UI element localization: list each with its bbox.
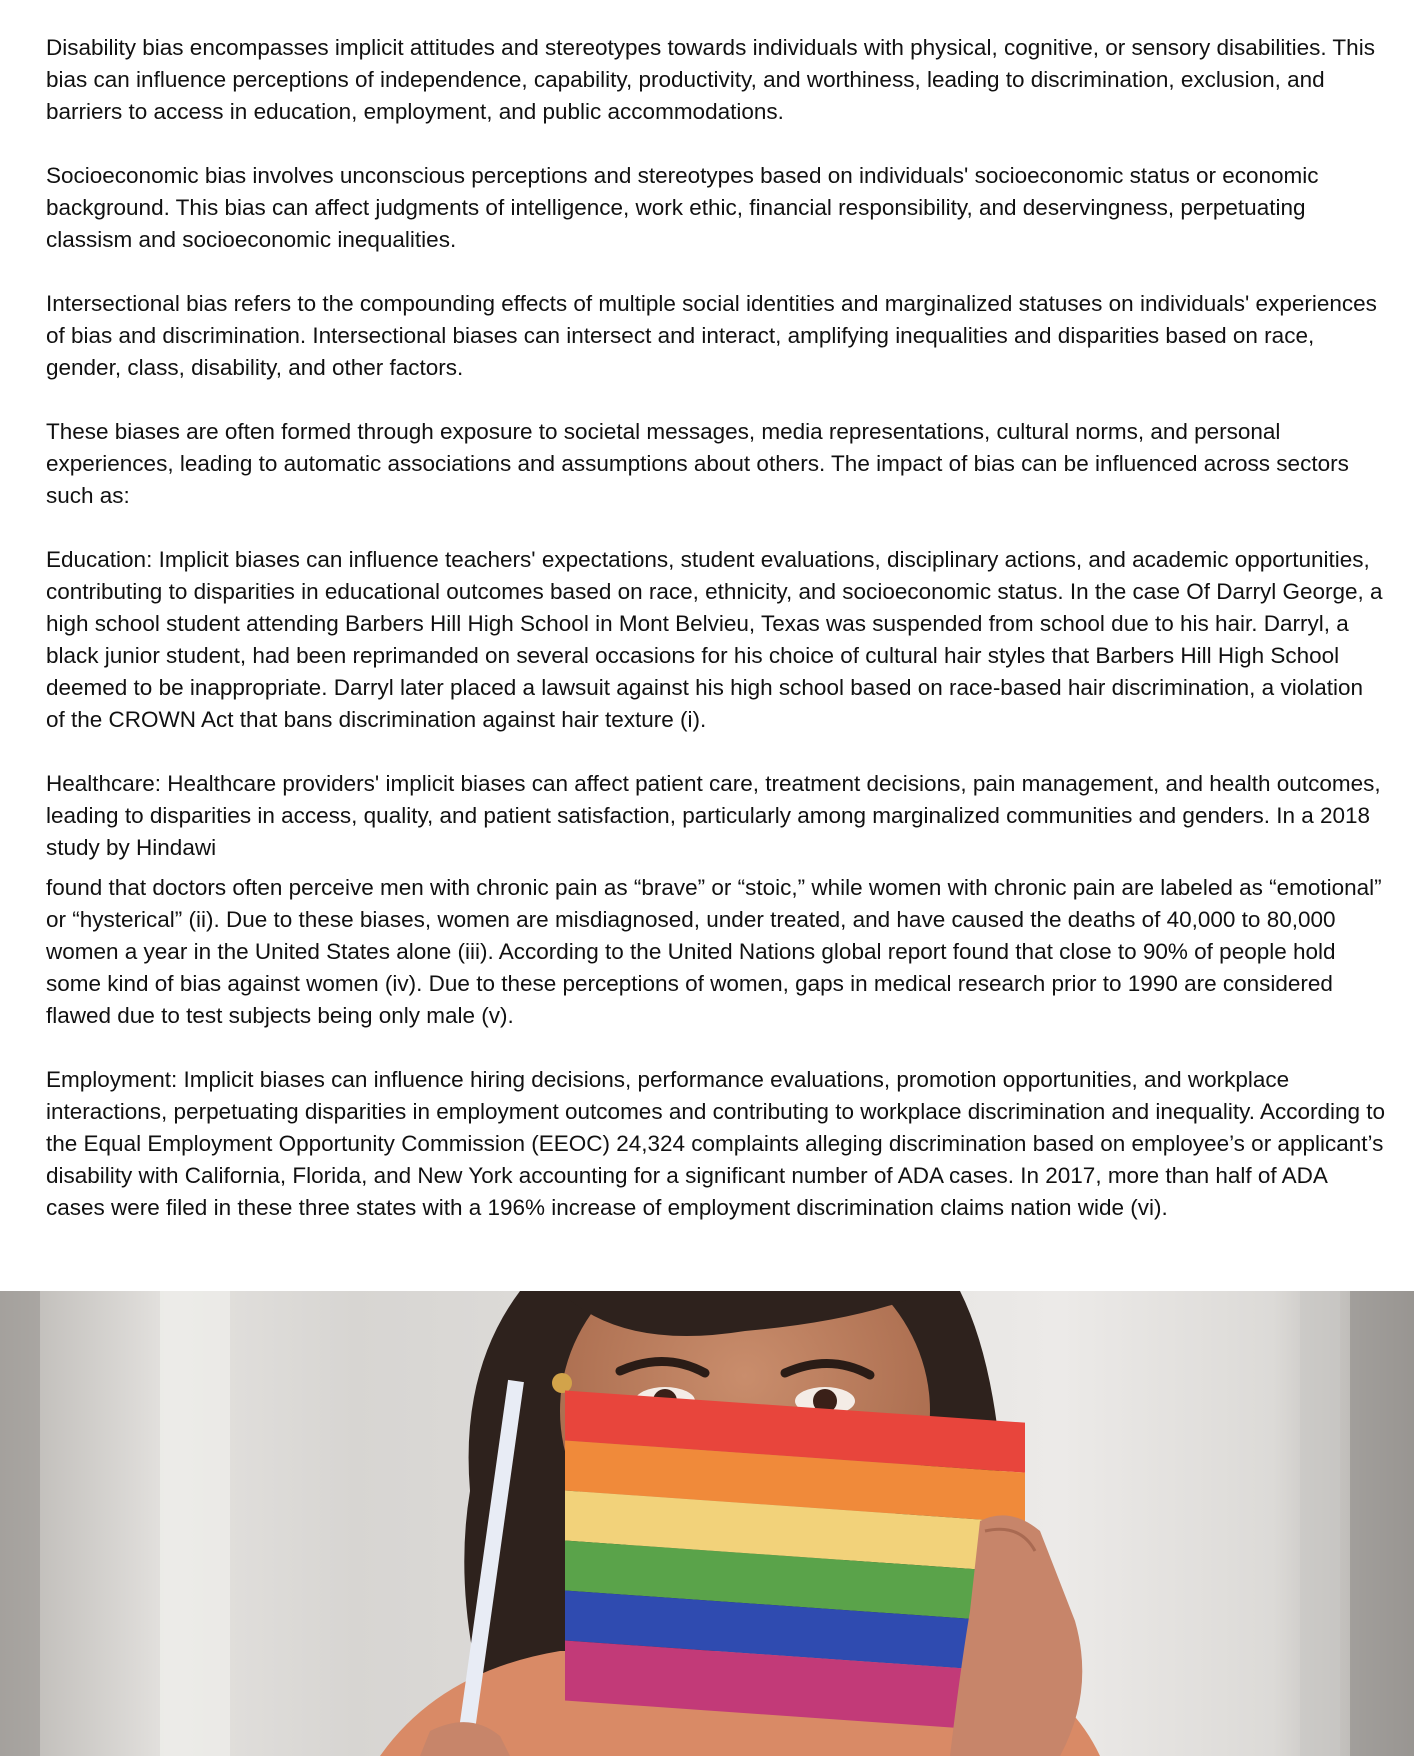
paragraph-disability-bias: Disability bias encompasses implicit attitudes and stereotypes towards individuals with physical, cognitive, or sensory disabilities. This bias can influence perceptions of independence, capability, productivity, and worthiness, leading to discrimination, exclusion, and barriers to access in education, employment, and public accommodations. <box>46 35 1375 124</box>
paragraph-employment: Employment: Implicit biases can influence hiring decisions, performance evaluations, promotion opportunities, and workplace interactions, perpetuating disparities in employment outcomes and contributing to workplace discrimination and inequality. According to the Equal Employment Opportunity Commission (EEOC) 24,324 complaints alleging discrimination based on employee’s or applicant’s disability with California, Florida, and New York accounting for a significant number of ADA cases. In 2017, more than half of ADA cases were filed in these three states with a 196% increase of employment discrimination claims nation wide (vi). <box>46 1067 1386 1220</box>
paragraph-healthcare: Healthcare: Healthcare providers' implicit biases can affect patient care, treatment decisions, pain management, and health outcomes, leading to disparities in access, quality, and patient satisfaction, particularly among marginalized communities and genders. In a 2018 study by Hindawi <box>46 771 1381 860</box>
document-body <box>46 32 1386 1256</box>
pride-flag-photo <box>0 1291 1414 1756</box>
photo-illustration <box>0 1291 1414 1756</box>
rainbow-flag <box>565 1391 1025 1733</box>
paragraph-socioeconomic-bias: Socioeconomic bias involves unconscious perceptions and stereotypes based on individuals' socioeconomic status or economic background. This bias can affect judgments of intelligence, work ethic, financial responsibility, and deservingness, perpetuating classism and socioeconomic inequalities. <box>46 163 1319 252</box>
paragraph-bias-formation: These biases are often formed through exposure to societal messages, media representations, cultural norms, and personal experiences, leading to automatic associations and assumptions about others. The impact of bias can be influenced across sectors such as: <box>46 419 1349 508</box>
paragraph-healthcare-continued: found that doctors often perceive men with chronic pain as “brave” or “stoic,” while women with chronic pain are labeled as “emotional” or “hysterical” (ii). Due to these biases, women are misdiagnosed, under treated, and have caused the deaths of 40,000 to 80,000 women a year in the United States alone (iii). According to the United Nations global report found that close to 90% of people hold some kind of bias against women (iv). Due to these perceptions of women, gaps in medical research prior to 1990 are considered flawed due to test subjects being only male (v). <box>46 875 1382 1028</box>
paragraph-education: Education: Implicit biases can influence teachers' expectations, student evaluations, disciplinary actions, and academic opportunities, contributing to disparities in educational outcomes based on race, ethnicity, and socioeconomic status. In the case Of Darryl George, a high school student attending Barbers Hill High School in Mont Belvieu, Texas was suspended from school due to his hair. Darryl, a black junior student, had been reprimanded on several occasions for his choice of cultural hair styles that Barbers Hill High School deemed to be inappropriate. Darryl later placed a lawsuit against his high school based on race-based hair discrimination, a violation of the CROWN Act that bans discrimination against hair texture (i). <box>46 547 1383 732</box>
paragraph-intersectional-bias: Intersectional bias refers to the compounding effects of multiple social identities and marginalized statuses on individuals' experiences of bias and discrimination. Intersectional biases can intersect and interact, amplifying inequalities and disparities based on race, gender, class, disability, and other factors. <box>46 291 1377 380</box>
